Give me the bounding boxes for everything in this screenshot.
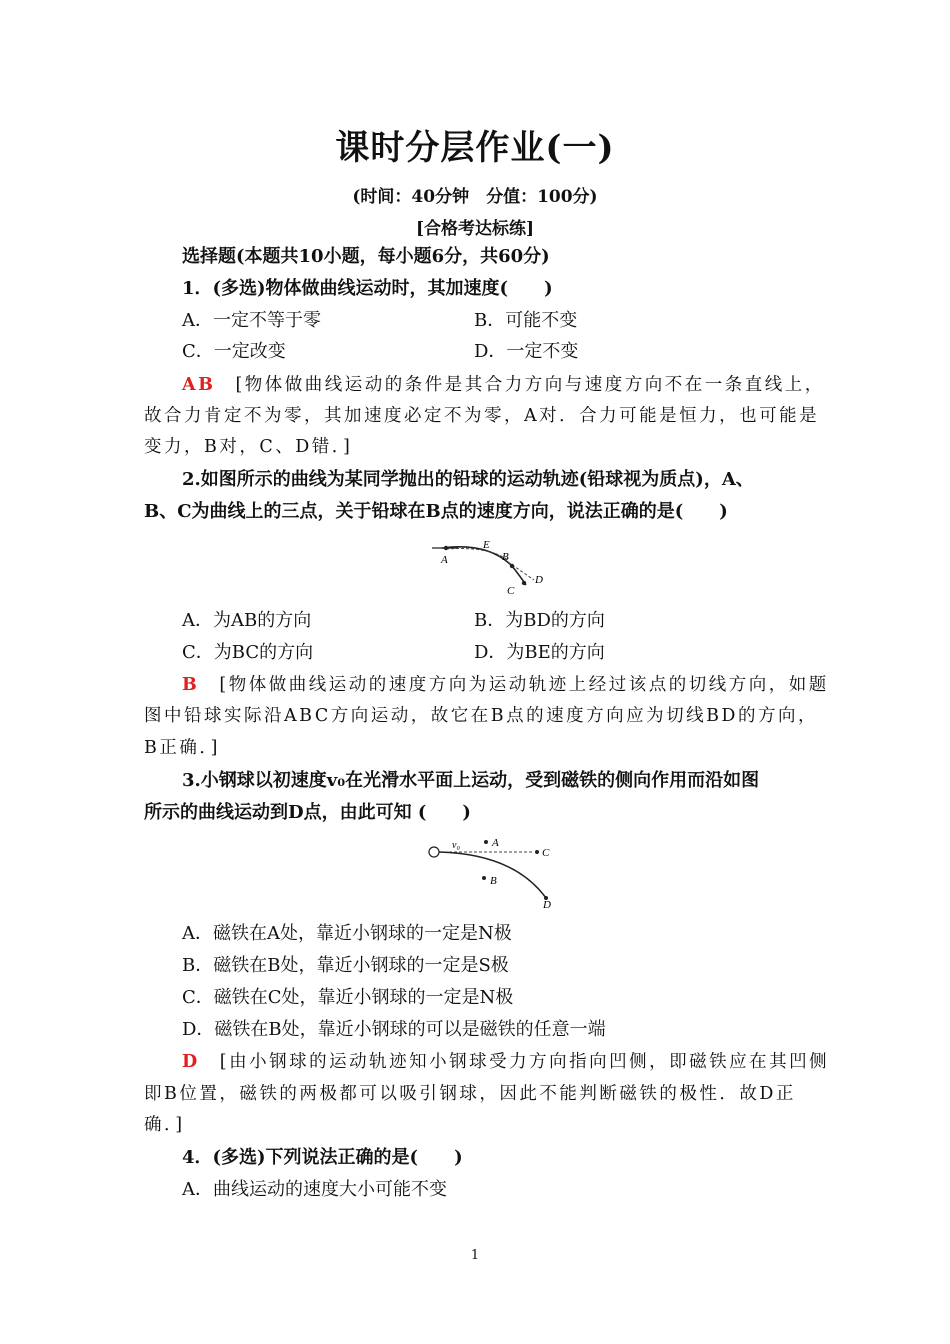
q3-option-b: B．磁铁在B处，靠近小钢球的一定是S极	[182, 955, 509, 976]
q2-answer: B	[182, 675, 200, 695]
q1-answer: AB	[182, 375, 216, 395]
q3-explanation-line2: 即B位置，磁铁的两极都可以吸引钢球，因此不能判断磁铁的极性．故D正	[144, 1084, 796, 1104]
q3-point-c	[535, 850, 539, 854]
q3-label-b: B	[490, 875, 497, 887]
q3-option-c: C．磁铁在C处，靠近小钢球的一定是N极	[182, 987, 514, 1008]
q1-explanation-line1	[182, 373, 825, 397]
q1-explanation-line2: 故合力肯定不为零，其加速度必定不为零，A对．合力可能是恒力，也可能是	[144, 406, 820, 426]
q3-explanation-line1	[182, 1050, 829, 1074]
q2-label-d: D	[535, 574, 543, 586]
q1-explanation-text1: [物体做曲线运动的条件是其合力方向与速度方向不在一条直线上，	[235, 375, 825, 395]
q4-stem: 4．(多选)下列说法正确的是( )	[182, 1147, 463, 1168]
q3-explanation-line3: 确．]	[144, 1115, 185, 1135]
q1-option-d: D．一定不变	[474, 341, 579, 362]
q3-point-a	[484, 840, 488, 844]
q3-label-d: D	[543, 899, 551, 911]
q3-answer: D	[182, 1052, 200, 1072]
q2-explanation-line3: B正确．]	[144, 738, 220, 758]
q2-option-b: B．为BD的方向	[474, 610, 605, 631]
q3-label-v0: v₀	[452, 840, 460, 851]
q3-stem-line1: 3.小钢球以初速度v₀在光滑水平面上运动，受到磁铁的侧向作用而沿如图	[182, 770, 760, 791]
q2-explanation-text1: [物体做曲线运动的速度方向为运动轨迹上经过该点的切线方向，如题	[219, 675, 829, 695]
page-title: 课时分层作业(一)	[335, 128, 615, 168]
q1-option-c: C．一定改变	[182, 341, 286, 362]
q2-option-d: D．为BE的方向	[474, 642, 605, 663]
q1-option-b: B．可能不变	[474, 310, 578, 331]
q3-explanation-text1: [由小钢球的运动轨迹知小钢球受力方向指向凹侧，即磁铁应在其凹侧	[219, 1052, 830, 1072]
q2-trajectory-figure	[428, 536, 558, 598]
q1-option-a: A．一定不等于零	[182, 310, 321, 331]
q4-option-a: A．曲线运动的速度大小可能不变	[182, 1179, 447, 1200]
q1-stem: 1．(多选)物体做曲线运动时，其加速度( )	[182, 278, 553, 299]
q1-explanation-line3: 变力，B对，C、D错．]	[144, 437, 353, 457]
q3-label-c: C	[542, 847, 550, 859]
q2-label-e: E	[483, 539, 490, 551]
section-heading: [合格考达标练]	[415, 219, 535, 239]
q2-point-a	[444, 546, 448, 550]
q2-option-c: C．为BC的方向	[182, 642, 314, 663]
q3-trajectory-figure	[424, 832, 564, 912]
q2-explanation-line1	[182, 673, 829, 697]
q2-stem-line1: 2.如图所示的曲线为某同学抛出的铅球的运动轨迹(铅球视为质点)，A、	[182, 469, 754, 490]
q3-option-d: D．磁铁在B处，靠近小钢球的可以是磁铁的任意一端	[182, 1019, 606, 1040]
q3-option-a: A．磁铁在A处，靠近小钢球的一定是N极	[182, 923, 512, 944]
q2-explanation-line2: 图中铅球实际沿ABC方向运动，故它在B点的速度方向应为切线BD的方向，	[144, 706, 818, 726]
q2-option-a: A．为AB的方向	[182, 610, 312, 631]
q2-point-b	[510, 564, 514, 568]
question-intro: 选择题(本题共10小题，每小题6分，共60分)	[182, 246, 550, 267]
q3-steel-ball	[429, 847, 439, 857]
q3-label-a: A	[492, 837, 499, 849]
q2-label-c: C	[507, 585, 515, 597]
page-number: 1	[470, 1248, 480, 1263]
q2-stem-line2: B、C为曲线上的三点，关于铅球在B点的速度方向，说法正确的是( )	[144, 501, 728, 522]
q2-chord-dashed	[446, 548, 508, 560]
q2-point-c	[522, 581, 526, 585]
q3-point-b	[482, 876, 486, 880]
q2-label-b: B	[502, 551, 509, 563]
q3-stem-line2: 所示的曲线运动到D点，由此可知 ( )	[144, 802, 471, 823]
time-score-info: (时间：40分钟 分值：100分)	[352, 187, 598, 207]
q2-label-a: A	[441, 554, 448, 566]
